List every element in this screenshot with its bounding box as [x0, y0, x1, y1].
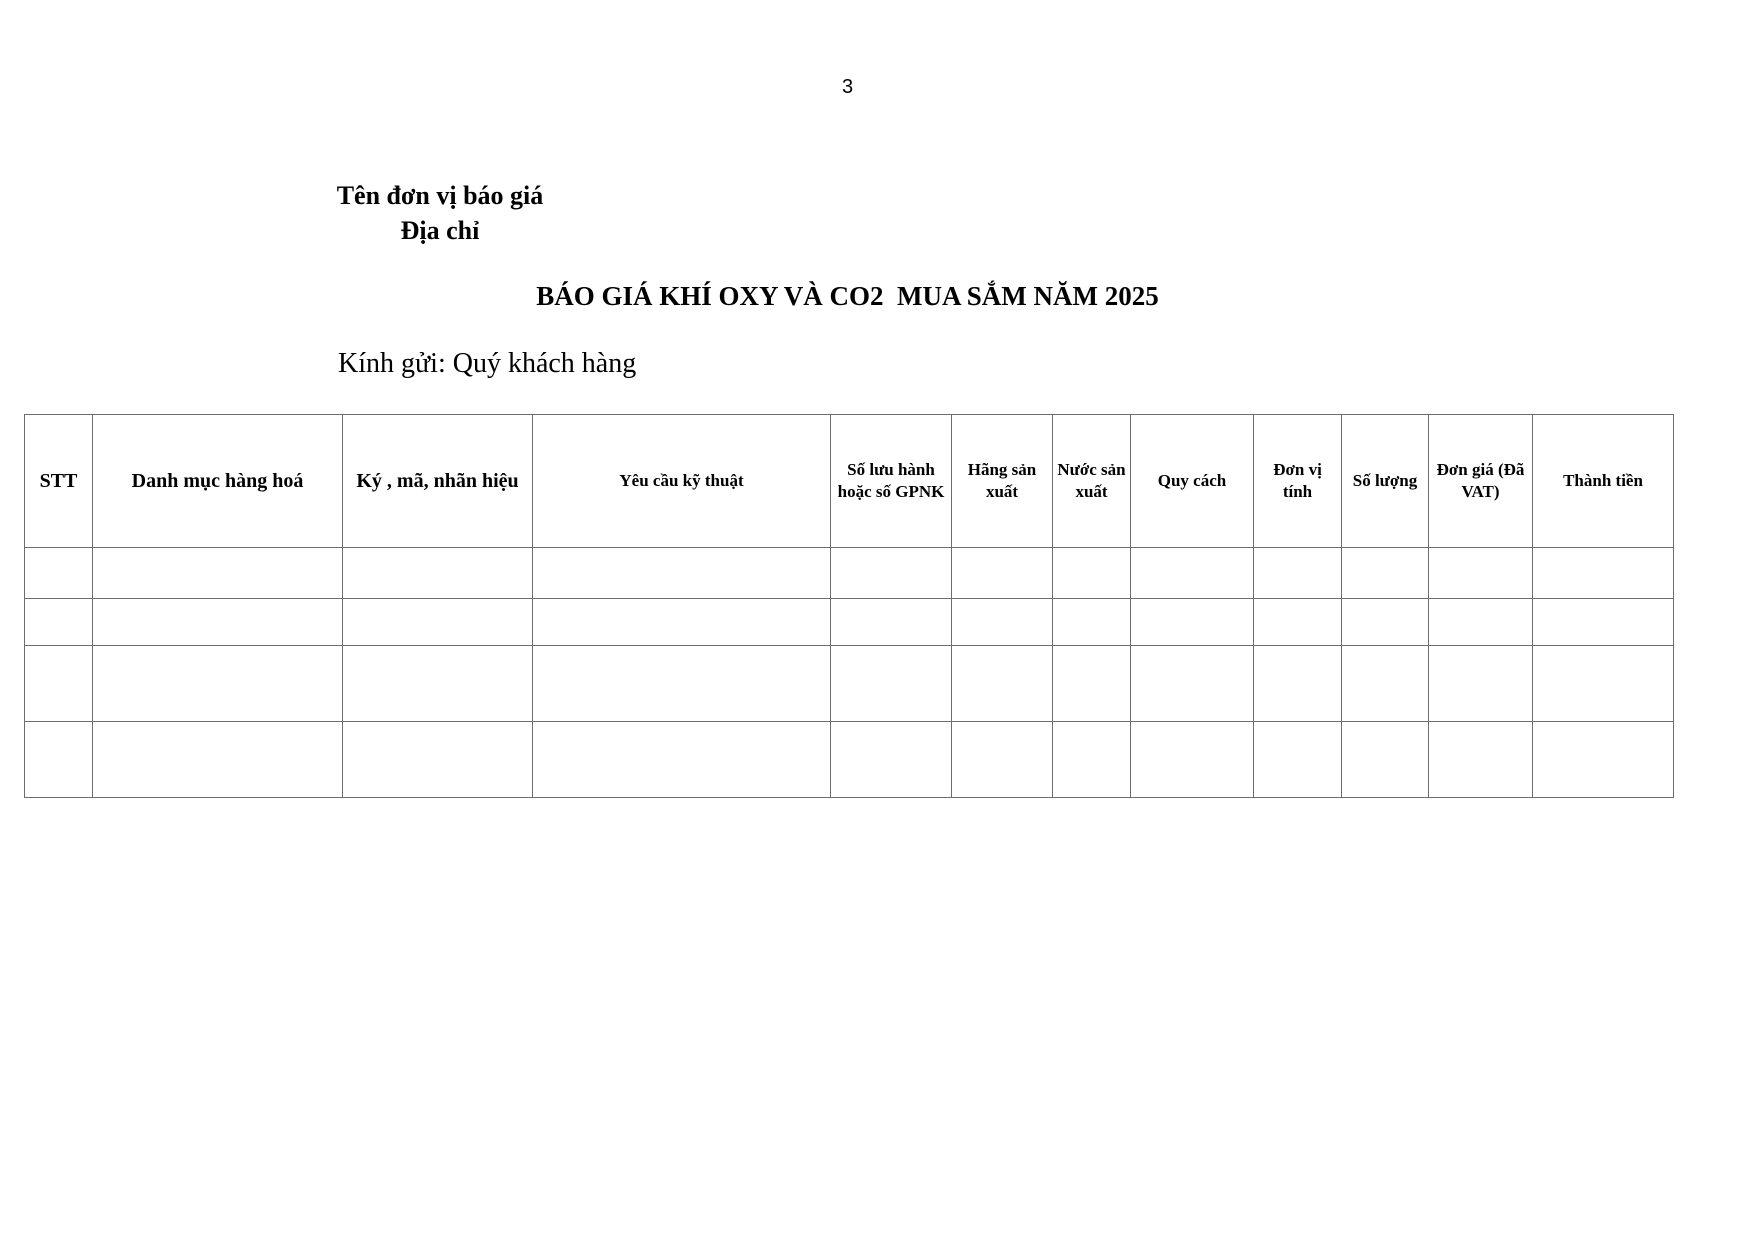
table-cell — [1429, 646, 1533, 722]
table-cell — [1254, 722, 1342, 798]
table-cell — [831, 548, 952, 599]
table-cell — [343, 599, 533, 646]
table-cell — [831, 646, 952, 722]
table-cell — [533, 599, 831, 646]
col-header-quantity: Số lượng — [1342, 415, 1429, 548]
org-name: Tên đơn vị báo giá — [336, 181, 544, 210]
table-cell — [831, 599, 952, 646]
table-cell — [533, 548, 831, 599]
col-header-technical-requirements: Yêu cầu kỹ thuật — [533, 415, 831, 548]
table-cell — [533, 646, 831, 722]
table-cell — [1131, 722, 1254, 798]
quotation-table — [24, 414, 1674, 798]
table-cell — [93, 599, 343, 646]
col-header-manufacturer: Hãng sản xuất — [952, 415, 1053, 548]
table-cell — [1131, 599, 1254, 646]
table-cell — [1053, 548, 1131, 599]
table-cell — [1429, 548, 1533, 599]
table-cell — [1342, 722, 1429, 798]
table-cell — [952, 722, 1053, 798]
table-cell — [1254, 599, 1342, 646]
table-cell — [93, 548, 343, 599]
table-cell — [1429, 722, 1533, 798]
page-number: 3 — [841, 76, 854, 98]
table-cell — [343, 548, 533, 599]
col-header-stt: STT — [25, 415, 93, 548]
col-header-unit: Đơn vị tính — [1254, 415, 1342, 548]
table-row — [25, 722, 1674, 798]
col-header-specification: Quy cách — [1131, 415, 1254, 548]
table-cell — [1053, 646, 1131, 722]
table-cell — [25, 548, 93, 599]
col-header-brand-code: Ký , mã, nhãn hiệu — [343, 415, 533, 548]
col-header-total: Thành tiền — [1533, 415, 1674, 548]
org-address: Địa chỉ — [400, 216, 480, 245]
table-cell — [1053, 599, 1131, 646]
table-cell — [1429, 599, 1533, 646]
table-cell — [1131, 646, 1254, 722]
table-cell — [1053, 722, 1131, 798]
table-cell — [1533, 599, 1674, 646]
table-cell — [93, 722, 343, 798]
table-cell — [1533, 548, 1674, 599]
table-cell — [533, 722, 831, 798]
org-header — [300, 178, 580, 248]
table-cell — [1131, 548, 1254, 599]
table-cell — [343, 646, 533, 722]
table-cell — [25, 599, 93, 646]
col-header-item-category: Danh mục hàng hoá — [93, 415, 343, 548]
table-cell — [1342, 548, 1429, 599]
table-row — [25, 548, 1674, 599]
table-cell — [1254, 646, 1342, 722]
table-cell — [952, 548, 1053, 599]
table-cell — [1342, 599, 1429, 646]
table-cell — [952, 646, 1053, 722]
table-cell — [831, 722, 952, 798]
table-cell — [93, 646, 343, 722]
salutation: Kính gửi: Quý khách hàng — [338, 348, 637, 379]
col-header-unit-price: Đơn giá (Đã VAT) — [1429, 415, 1533, 548]
table-cell — [1342, 646, 1429, 722]
document-title: BÁO GIÁ KHÍ OXY VÀ CO2 MUA SẮM NĂM 2025 — [536, 281, 1159, 311]
col-header-country-of-origin: Nước sản xuất — [1053, 415, 1131, 548]
table-row — [25, 599, 1674, 646]
table-cell — [952, 599, 1053, 646]
table-cell — [343, 722, 533, 798]
table-header-row — [25, 415, 1674, 548]
table-cell — [25, 646, 93, 722]
table-cell — [1254, 548, 1342, 599]
table-row — [25, 646, 1674, 722]
col-header-registration-number: Số lưu hành hoặc số GPNK — [831, 415, 952, 548]
table-cell — [25, 722, 93, 798]
table-cell — [1533, 646, 1674, 722]
table-cell — [1533, 722, 1674, 798]
